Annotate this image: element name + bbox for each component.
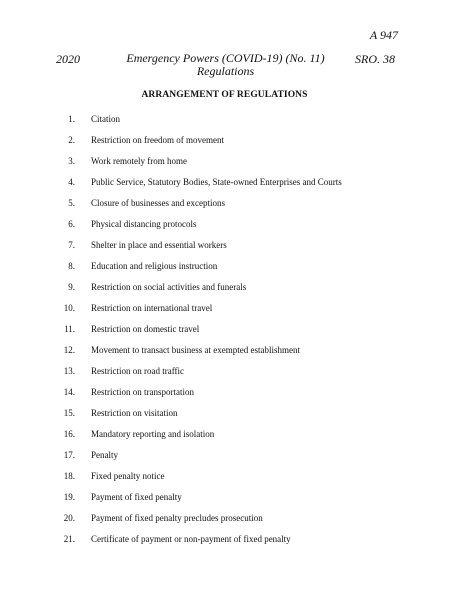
regulation-item: [0, 323, 449, 344]
regulation-title: Public Service, Statutory Bodies, State-owned Enterprises and Courts: [91, 177, 342, 187]
regulation-item: [0, 134, 449, 155]
header-title-line-2: Regulations: [196, 64, 255, 78]
regulation-number: 18.: [63, 471, 75, 481]
regulation-number: 12.: [63, 345, 75, 355]
regulations-list: [0, 113, 449, 554]
regulation-number: 21.: [63, 534, 75, 544]
regulation-title: Restriction on social activities and funerals: [91, 282, 247, 292]
regulation-title: Restriction on domestic travel: [91, 324, 200, 334]
regulation-item: [0, 260, 449, 281]
header-title-line-1: Emergency Powers (COVID-19) (No. 11): [126, 51, 325, 65]
regulation-title: Mandatory reporting and isolation: [91, 429, 215, 439]
regulation-number: 19.: [63, 492, 75, 502]
regulation-item: [0, 281, 449, 302]
regulation-item: [0, 113, 449, 134]
regulation-title: Restriction on freedom of movement: [91, 135, 224, 145]
regulation-number: 7.: [68, 240, 75, 250]
page-number: A 947: [369, 28, 398, 42]
regulation-title: Movement to transact business at exempted establishment: [91, 345, 300, 355]
regulation-item: [0, 197, 449, 218]
regulation-title: Education and religious instruction: [91, 261, 218, 271]
regulation-item: [0, 470, 449, 491]
regulation-title: Fixed penalty notice: [91, 471, 165, 481]
regulation-number: 3.: [68, 156, 75, 166]
regulation-title: Work remotely from home: [91, 156, 187, 166]
regulation-item: [0, 365, 449, 386]
regulation-number: 8.: [68, 261, 75, 271]
regulation-title: Citation: [91, 114, 120, 124]
regulation-item: [0, 428, 449, 449]
regulation-item: [0, 155, 449, 176]
regulation-item: [0, 512, 449, 533]
regulation-number: 20.: [63, 513, 75, 523]
regulation-title: Restriction on road traffic: [91, 366, 185, 376]
regulation-title: Penalty: [91, 450, 118, 460]
regulation-item: [0, 449, 449, 470]
regulation-title: Restriction on transportation: [91, 387, 194, 397]
regulation-title: Restriction on visitation: [91, 408, 178, 418]
regulation-number: 16.: [63, 429, 75, 439]
regulation-number: 17.: [63, 450, 75, 460]
regulation-item: [0, 218, 449, 239]
regulation-title: Physical distancing protocols: [91, 219, 197, 229]
regulation-number: 13.: [63, 366, 75, 376]
header-sro-number: SRO. 38: [355, 52, 395, 66]
regulation-number: 5.: [68, 198, 75, 208]
regulation-title: Shelter in place and essential workers: [91, 240, 227, 250]
arrangement-heading: ARRANGEMENT OF REGULATIONS: [141, 90, 308, 100]
header-title: [56, 52, 395, 78]
regulation-number: 11.: [64, 324, 75, 334]
header-year: 2020: [56, 52, 80, 66]
regulation-item: [0, 407, 449, 428]
regulation-number: 2.: [68, 135, 75, 145]
regulation-item: [0, 344, 449, 365]
regulation-item: [0, 386, 449, 407]
regulation-item: [0, 239, 449, 260]
regulation-item: [0, 176, 449, 197]
regulation-item: [0, 533, 449, 554]
regulation-title: Certificate of payment or non-payment of fixed penalty: [91, 534, 291, 544]
regulation-title: Payment of fixed penalty: [91, 492, 182, 502]
regulation-title: Restriction on international travel: [91, 303, 213, 313]
regulation-number: 1.: [68, 114, 75, 124]
regulation-item: [0, 302, 449, 323]
regulation-number: 9.: [68, 282, 75, 292]
regulation-title: Payment of fixed penalty precludes prosecution: [91, 513, 263, 523]
regulation-number: 6.: [68, 219, 75, 229]
regulation-number: 10.: [63, 303, 75, 313]
regulation-item: [0, 491, 449, 512]
regulation-number: 14.: [63, 387, 75, 397]
regulation-number: 15.: [63, 408, 75, 418]
regulation-number: 4.: [68, 177, 75, 187]
regulation-title: Closure of businesses and exceptions: [91, 198, 225, 208]
